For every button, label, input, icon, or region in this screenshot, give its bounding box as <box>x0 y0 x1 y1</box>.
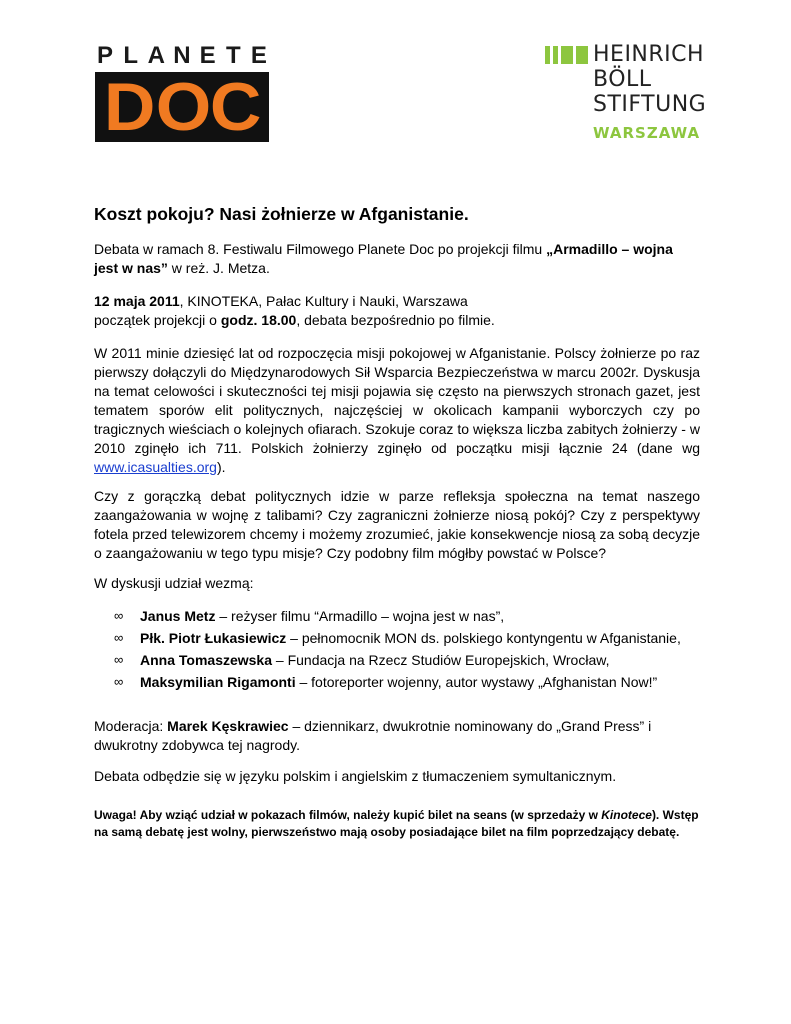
infinity-bullet-icon: ∞ <box>114 608 124 623</box>
participants-heading: W dyskusji udział wezmą: <box>94 575 254 591</box>
list-item: ∞ Anna Tomaszewska – Fundacja na Rzecz Studiów Europejskich, Wrocław, <box>114 649 681 671</box>
planete-doc-logo <box>95 42 269 145</box>
list-item: ∞ Maksymilian Rigamonti – fotoreporter wojenny, autor wystawy „Afghanistan Now!” <box>114 671 681 693</box>
boell-line-4: WARSZAWA <box>593 124 701 142</box>
language-note: Debata odbędzie się w języku polskim i angielskim z tłumaczeniem symultanicznym. <box>94 768 617 784</box>
moderator-name: Marek Kęskrawiec <box>167 718 289 734</box>
infinity-bullet-icon: ∞ <box>114 652 124 667</box>
boell-line-2: BÖLL <box>593 67 652 92</box>
intro-paragraph: Debata w ramach 8. Festiwalu Filmowego Planete Doc po projekcji filmu „Armadillo – wojna jest w nas” w reż. J. Metza. <box>94 241 673 276</box>
boell-line-1: HEINRICH <box>593 42 705 67</box>
film-title: „Armadillo – wojna jest w nas” <box>94 241 673 276</box>
participants-list <box>114 605 681 693</box>
boell-bars-icon <box>545 46 588 64</box>
moderation: Moderacja: Marek Kęskrawiec – dziennikarz, dwukrotnie nominowany do „Grand Press” i dwukrotny zdobywca tej nagrody. <box>94 718 652 753</box>
icasualties-link[interactable]: www.icasualties.org <box>94 459 217 475</box>
infinity-bullet-icon: ∞ <box>114 630 124 645</box>
event-details: 12 maja 2011, KINOTEKA, Pałac Kultury i Nauki, Warszawa początek projekcji o godz. 18.00, debata bezpośrednio po filmie. <box>94 293 495 328</box>
list-item: ∞ Janus Metz – reżyser filmu “Armadillo – wojna jest w nas”, <box>114 605 681 627</box>
heinrich-boell-logo <box>545 44 705 144</box>
boell-line-3: STIFTUNG <box>593 92 707 117</box>
infinity-bullet-icon: ∞ <box>114 674 124 689</box>
event-date: 12 maja 2011 <box>94 293 180 309</box>
ticket-notice: Uwaga! Aby wziąć udział w pokazach filmów, należy kupić bilet na seans (w sprzedaży w Kinotece). Wstęp na samą debatę jest wolny, pierwszeństwo mają osoby posiadające bilet na film poprzedzający debatę. <box>94 808 699 839</box>
event-time: godz. 18.00 <box>220 312 297 328</box>
doc-wordmark: D O C <box>95 72 269 142</box>
paragraph-questions: Czy z gorączką debat politycznych idzie w parze refleksja społeczna na temat naszego zaangażowania w wojnę z talibami? Czy zagraniczni żołnierze niosą pokój? Czy z perspektywy fotela przed telewizorem chcemy i możemy zrozumieć, jakie konsekwencje niosą za sobą decyzje o zaangażowaniu w tego typu misje? Czy podobny film mógłby powstać w Polsce? <box>94 488 700 561</box>
document-title: Koszt pokoju? Nasi żołnierze w Afganistanie. <box>94 204 469 224</box>
planete-wordmark: P L A N E T E <box>96 42 267 69</box>
list-item: ∞ Płk. Piotr Łukasiewicz – pełnomocnik MON ds. polskiego kontyngentu w Afganistanie, <box>114 627 681 649</box>
paragraph-context: W 2011 minie dziesięć lat od rozpoczęcia misji pokojowej w Afganistanie. Polscy żołnierze po raz pierwszy dołączyli do Międzynarodowych Sił Wsparcia Bezpieczeństwa w marcu 2002r. Dyskusja na temat celowości i skuteczności tej misji pojawia się często na pierwszych stronach gazet, jest tematem sporów elit politycznych, najczęściej w okolicach kampanii wyborczych czy po tragicznych wieściach o kolejnych ofiarach. Szokuje coraz to większa liczba zabitych żołnierzy - w 2010 zginęło ich 711. Polskich żołnierzy zginęło od początku misji łącznie 24 (dane wg www.icasualties.org). <box>94 345 700 475</box>
